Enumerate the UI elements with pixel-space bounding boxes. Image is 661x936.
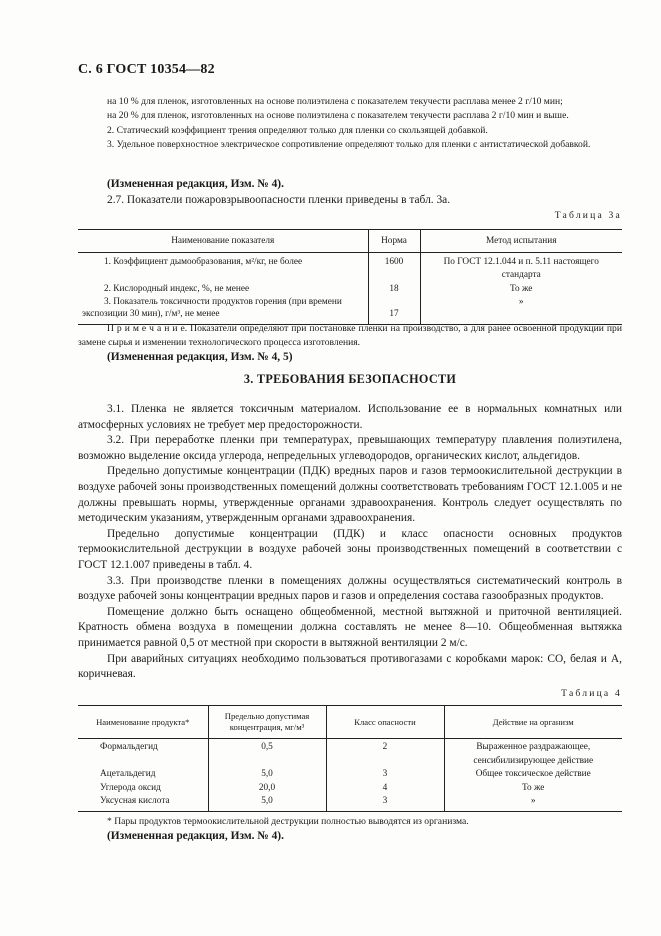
- table-4: [78, 705, 622, 812]
- table-cell: 18: [368, 281, 420, 296]
- note-text: П р и м е ч а н и е. Показатели определяют при постановке пленки на производство, а для ранее освоенной продукции при замене сырья и изменении технологического процесса изготовления.: [78, 323, 622, 349]
- note-line: на 10 % для пленок, изготовленных на основе полиэтилена с показателем текучести расплава менее 2 г/10 мин;: [107, 96, 563, 107]
- paragraph: При аварийных ситуациях необходимо пользоваться противогазами с коробками марок: СО, белая и А, коричневая.: [78, 652, 622, 681]
- amendment-note: (Измененная редакция, Изм. № 4).: [107, 178, 284, 190]
- table-3a: [78, 229, 622, 325]
- table-cell: 0,5: [208, 739, 326, 769]
- table-row: [78, 296, 622, 325]
- paragraph: 3.1. Пленка не является токсичным материалом. Использование ее в нормальных комнатных или атмосферных условиях не требует мер предосторожности.: [78, 403, 622, 431]
- table-cell: 4: [326, 782, 444, 796]
- table-row: [78, 795, 622, 811]
- paragraph: Предельно допустимые концентрации (ПДК) и класс опасности основных продуктов термоокислительной деструкции в воздухе рабочей зоны производственных помещений в соответствии с ГОСТ 12.1.007 приведены в табл. 4.: [78, 527, 622, 571]
- table-cell: Выраженное раздражающее, сенсибилизирующее действие: [444, 739, 622, 769]
- section-title: 3. ТРЕБОВАНИЯ БЕЗОПАСНОСТИ: [243, 372, 457, 386]
- table-cell: Общее токсическое действие: [444, 768, 622, 782]
- column-header: Наименование показателя: [78, 230, 368, 253]
- table-4-footnote: [78, 815, 622, 829]
- table-cell: 5,0: [208, 795, 326, 811]
- table-cell: 1. Коэффициент дымообразования, м²/кг, не более: [104, 257, 303, 267]
- note-line: на 20 % для пленок, изготовленных на основе полиэтилена с показателем текучести расплава 2 г/10 мин и выше.: [107, 110, 569, 122]
- table-cell: 20,0: [208, 782, 326, 796]
- footnote-text: * Пары продуктов термоокислительной деструкции полностью выводятся из организма.: [107, 816, 469, 827]
- table-row: [78, 281, 622, 296]
- paragraph-2-7: 2.7. Показатели пожаровзрывоопасности пленки приведены в табл. 3а.: [107, 193, 451, 206]
- note-line: 2. Статический коэффициент трения определяют только для пленки со скользящей добавкой.: [107, 124, 488, 136]
- table-cell: То же: [510, 284, 533, 295]
- table-3a-note: [78, 322, 622, 351]
- column-header: Действие на организм: [444, 706, 622, 739]
- amendment-block-2: [78, 350, 622, 366]
- table-3a-caption: Таблица 3а: [554, 210, 622, 221]
- page-header: С. 6 ГОСТ 10354—82: [78, 62, 215, 77]
- paragraph: 3.3. При производстве пленки в помещениях должны осуществляться систематический контроль в воздухе рабочей зоны концентрации вредных паров и газов и определения состава газообразных продуктов.: [78, 574, 622, 603]
- table-cell: 5,0: [208, 768, 326, 782]
- table-cell: То же: [444, 782, 622, 796]
- table-row: [78, 739, 622, 769]
- amendment-note: (Измененная редакция, Изм. № 4).: [107, 830, 284, 842]
- table-4-caption: Таблица 4: [561, 688, 622, 699]
- table-row: [78, 768, 622, 782]
- amendment-note: (Измененная редакция, Изм. № 4, 5): [107, 351, 293, 363]
- note-line: 3. Удельное поверхностное электрическое сопротивление определяют только для пленки с антистатической добавкой.: [107, 139, 591, 151]
- column-header: Предельно допустимая концентрация, мг/м³: [208, 706, 326, 739]
- table-cell: Формальдегид: [100, 742, 158, 752]
- paragraph: 3.2. При переработке пленки при температурах, превышающих температуру плавления полиэтилена, возможно выделение оксида углерода, непредельных углеводородов, органических кислот, альдегидов.: [78, 434, 622, 462]
- table-cell: 3: [326, 795, 444, 811]
- section-body: [78, 402, 622, 683]
- column-header: Метод испытания: [420, 230, 622, 253]
- table-cell: Ацетальдегид: [100, 769, 156, 780]
- table-cell: По ГОСТ 12.1.044 и п. 5.11 настоящего стандарта: [443, 257, 599, 280]
- amendment-block-1: [78, 177, 622, 208]
- table-cell: 1600: [368, 253, 420, 282]
- table-cell: 3: [326, 768, 444, 782]
- table-cell: »: [420, 296, 622, 325]
- table-row: [78, 782, 622, 796]
- top-notes: [78, 95, 622, 153]
- table-cell: 3. Показатель токсичности продуктов горения (при времени экспозиции 30 мин), г/м³, не менее: [78, 296, 368, 325]
- paragraph: Помещение должно быть оснащено общеобменной, местной вытяжной и приточной вентиляцией. Кратность обмена воздуха в помещении должна составлять не менее 8—10. Общеобменная вытяжка принимается равной 0,5 от местной при скорости в вытяжной вентиляции 2 м/с.: [78, 605, 622, 649]
- column-header: Класс опасности: [326, 706, 444, 739]
- column-header: Наименование продукта*: [78, 706, 208, 739]
- column-header: Норма: [368, 230, 420, 253]
- amendment-block-3: [78, 829, 622, 845]
- table-cell: 2: [326, 739, 444, 769]
- table-cell: Уксусная кислота: [78, 795, 208, 811]
- table-cell: 17: [368, 296, 420, 325]
- paragraph: Предельно допустимые концентрации (ПДК) вредных паров и газов термоокислительной деструкции в воздухе рабочей зоны производственных помещений должны соответствовать требованиям ГОСТ 12.1.005 и не должны превышать нормы, утвержденные органами здравоохранения. Контроль следует осуществлять по методическим указаниям, утвержденным органами здравоохранения.: [78, 465, 622, 525]
- table-row: [78, 253, 622, 282]
- table-cell: »: [444, 795, 622, 811]
- table-cell: 2. Кислородный индекс, %, не менее: [104, 284, 250, 295]
- table-cell: Углерода оксид: [100, 782, 161, 793]
